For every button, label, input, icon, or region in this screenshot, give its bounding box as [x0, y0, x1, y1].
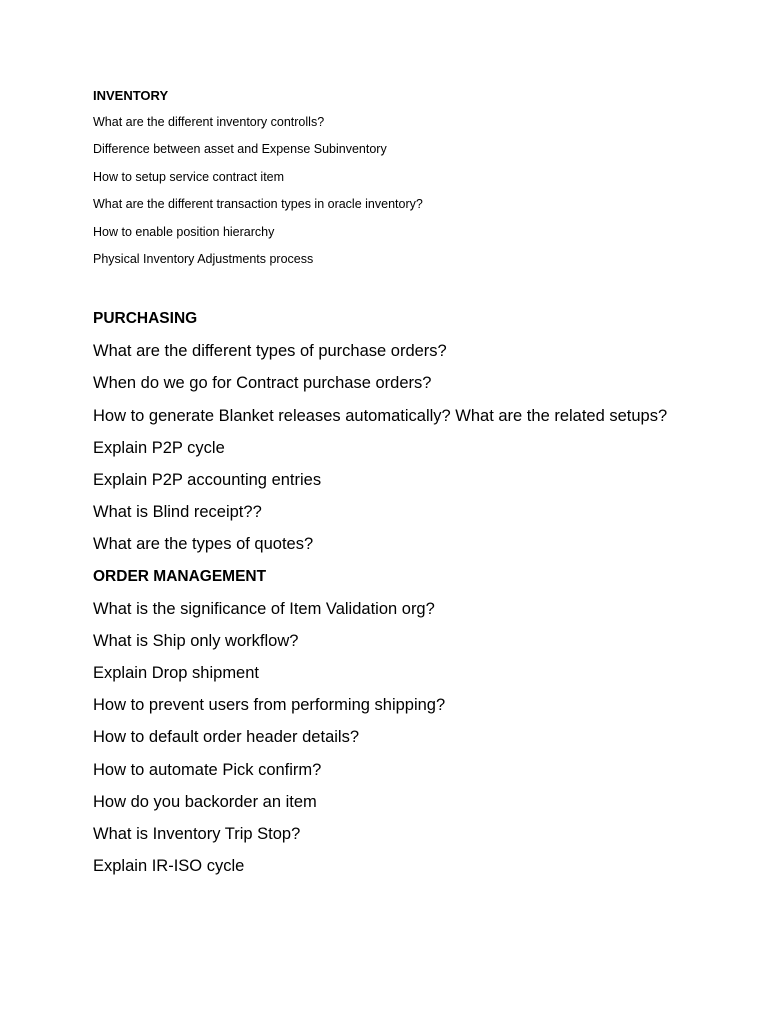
inventory-section — [93, 86, 728, 278]
inventory-question: How to setup service contract item — [93, 169, 285, 184]
order-management-question: How do you backorder an item — [93, 792, 317, 811]
order-management-question: Explain Drop shipment — [93, 664, 259, 683]
purchasing-question: How to generate Blanket releases automatically? What are the related setups? — [93, 406, 668, 425]
purchasing-question: What are the different types of purchase orders? — [93, 342, 447, 361]
order-management-heading: ORDER MANAGEMENT — [93, 567, 267, 585]
inventory-question: What are the different inventory controlls? — [93, 115, 325, 129]
purchasing-question: What are the types of quotes? — [93, 535, 314, 554]
inventory-question: How to enable position hierarchy — [93, 224, 275, 239]
purchasing-question: When do we go for Contract purchase orders? — [93, 374, 432, 393]
order-management-question: What is Ship only workflow? — [93, 631, 299, 650]
order-management-question: What is Inventory Trip Stop? — [93, 825, 301, 843]
inventory-question: Difference between asset and Expense Subinventory — [93, 142, 387, 157]
order-management-question: How to automate Pick confirm? — [93, 760, 322, 779]
purchasing-question: Explain P2P cycle — [93, 438, 225, 457]
inventory-heading: INVENTORY — [93, 88, 169, 103]
purchasing-heading: PURCHASING — [93, 310, 198, 327]
inventory-question: What are the different transaction types in oracle inventory? — [93, 197, 423, 212]
order-management-question: How to default order header details? — [93, 728, 359, 747]
purchasing-question: What is Blind receipt?? — [93, 503, 262, 522]
purchasing-question: Explain P2P accounting entries — [93, 470, 322, 489]
order-management-question: What is the significance of Item Validation org? — [93, 599, 435, 618]
purchasing-and-om-sections — [93, 307, 728, 886]
inventory-question: Physical Inventory Adjustments process — [93, 251, 314, 266]
order-management-question: Explain IR-ISO cycle — [93, 857, 245, 876]
order-management-question: How to prevent users from performing shipping? — [93, 696, 446, 715]
